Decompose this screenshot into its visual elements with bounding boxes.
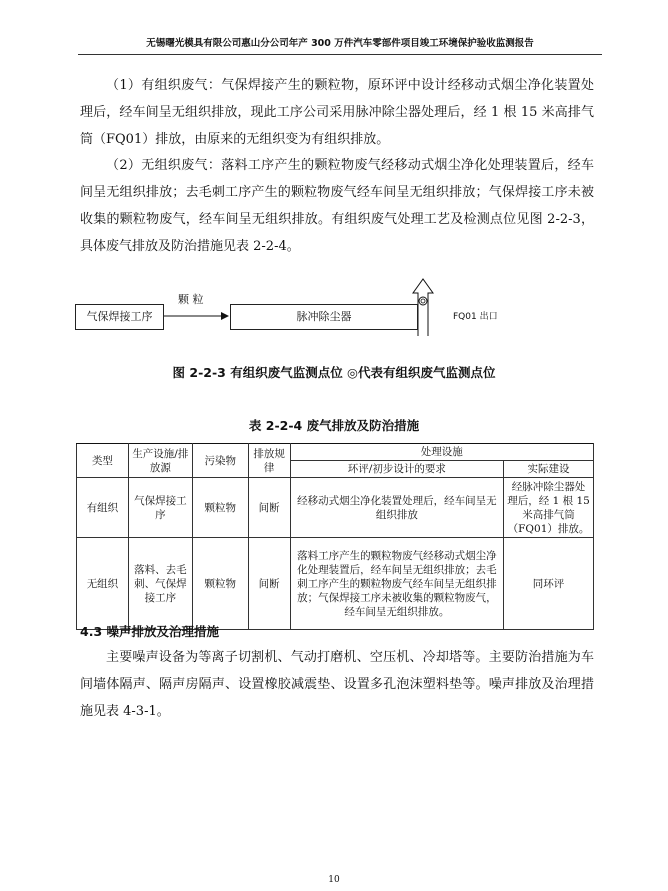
- cell-type: 无组织: [77, 538, 129, 630]
- flow-pollutant-label: 颗 粒: [178, 293, 204, 306]
- page-number: 10: [328, 875, 340, 885]
- cell-actual: 经脉冲除尘器处理后，经 1 根 15 米高排气筒（FQ01）排放。: [504, 478, 594, 538]
- figure-caption: 图 2-2-3 有组织废气监测点位 ◎代表有组织废气监测点位: [172, 365, 496, 380]
- cell-facility: 落料、去毛刺、气保焊接工序: [128, 538, 192, 630]
- cell-pattern: 间断: [248, 538, 290, 630]
- paragraph-organized-emission: （1）有组织废气：气保焊接产生的颗粒物，原环评中设计经移动式烟尘净化装置处理后，经车间呈无组织排放，现此工序公司采用脉冲除尘器处理后，经 1 根 15 米高排气筒（FQ01）排放，由原来的无组织变为有组织排放。: [80, 78, 594, 147]
- header-pattern: 排放规律: [248, 444, 290, 478]
- table-row: [77, 538, 594, 630]
- section-title: 4.3 噪声排放及治理措施: [80, 624, 219, 639]
- cell-eia: 落料工序产生的颗粒物废气经移动式烟尘净化处理装置后，经车间呈无组织排放；去毛刺工序产生的颗粒物废气经车间呈无组织排放；气保焊接工序未被收集的颗粒物废气，经车间呈无组织排放。: [290, 538, 503, 630]
- header-pollutant: 污染物: [192, 444, 248, 478]
- header-type: 类型: [77, 444, 129, 478]
- table-caption: 表 2-2-4 废气排放及防治措施: [248, 418, 420, 433]
- cell-pollutant: 颗粒物: [192, 478, 248, 538]
- cell-pollutant: 颗粒物: [192, 538, 248, 630]
- header-treatment: 处理设施: [290, 444, 593, 461]
- cell-type: 有组织: [77, 478, 129, 538]
- flow-source-box: 气保焊接工序: [75, 304, 164, 330]
- cell-eia: 经移动式烟尘净化装置处理后，经车间呈无组织排放: [290, 478, 503, 538]
- header-actual: 实际建设: [504, 461, 594, 478]
- cell-facility: 气保焊接工序: [128, 478, 192, 538]
- paragraph-noise: 主要噪声设备为等离子切割机、气动打磨机、空压机、冷却塔等。主要防治措施为车间墙体隔声、隔声房隔声、设置橡胶减震垫、设置多孔泡沫塑料垫等。噪声排放及治理措施见表 4-3-1。: [80, 650, 594, 719]
- cell-pattern: 间断: [248, 478, 290, 538]
- page-header: 无锡曙光模具有限公司惠山分公司年产 300 万件汽车零部件项目竣工环境保护验收监测报告: [78, 38, 602, 55]
- emission-table: [76, 443, 594, 630]
- monitoring-point-icon: [419, 297, 427, 305]
- header-eia: 环评/初步设计的要求: [290, 461, 503, 478]
- table-row: [77, 478, 594, 538]
- flow-device-box: 脉冲除尘器: [230, 304, 418, 330]
- paragraph-unorganized-emission: （2）无组织废气：落料工序产生的颗粒物废气经移动式烟尘净化处理装置后，经车间呈无组织排放；去毛刺工序产生的颗粒物废气经车间呈无组织排放；气保焊接工序未被收集的颗粒物废气，经车间呈无组织排放。有组织废气处理工艺及检测点位见图 2-2-3，具体废气排放及防治措施见表 2-2-4。: [80, 158, 594, 254]
- header-facility: 生产设施/排放源: [128, 444, 192, 478]
- cell-actual: 同环评: [504, 538, 594, 630]
- flow-outlet-label: FQ01 出口: [453, 312, 498, 322]
